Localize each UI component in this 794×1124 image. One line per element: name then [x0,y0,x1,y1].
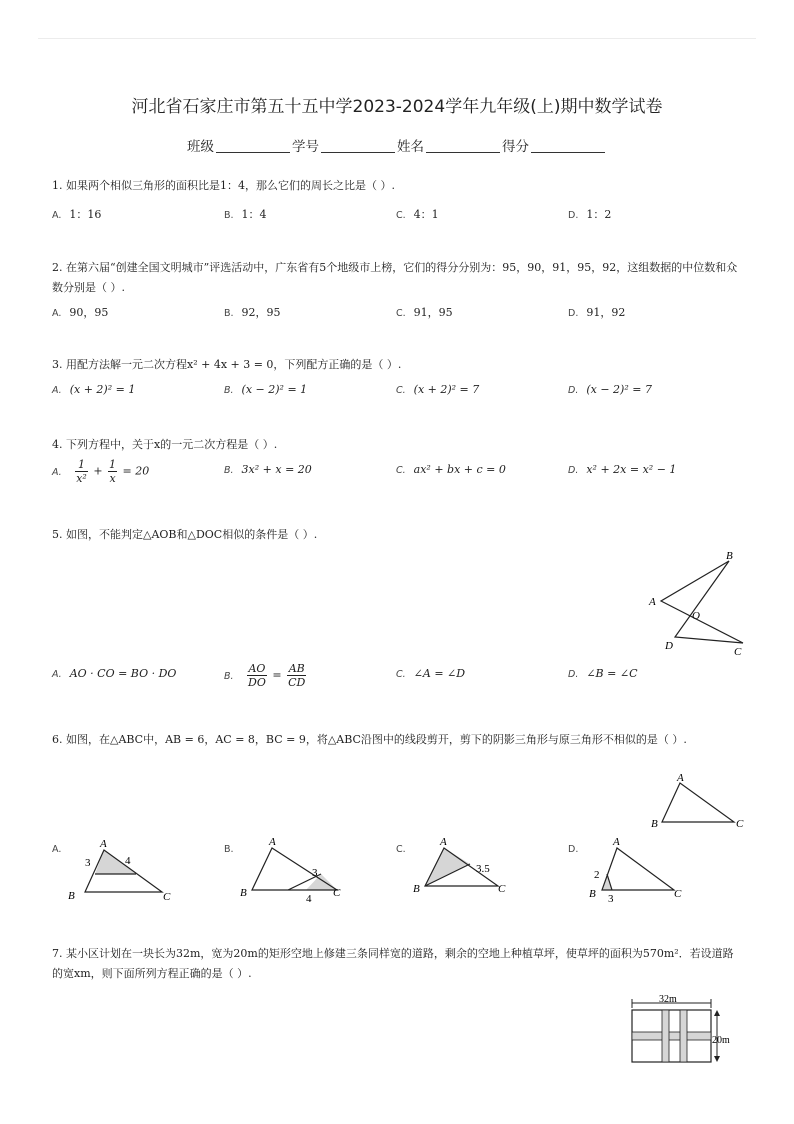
fraction-1-over-x [108,458,117,485]
question-6-stem: 6. 如图，在△ABC中，AB = 6，AC = 8，BC = 9，将△ABC沿图中的线段剪开，剪下的阴影三角形与原三角形不相似的是（ ）. [52,733,687,746]
option-letter: A. [52,669,62,680]
question-1-stem: 1. 如果两个相似三角形的面积比是1：4，那么它们的周长之比是（ ）. [52,179,395,192]
q6-main-triangle [662,783,734,822]
label-a: A [440,836,447,848]
option-text: 91，92 [586,306,626,319]
option-text: AO · CO = BO · DO [69,667,177,680]
label-c: C [498,883,506,895]
q1-option-b[interactable] [224,206,267,222]
q4-option-b[interactable] [224,463,312,476]
option-text: (x + 2)² = 1 [69,383,136,396]
option-letter: B. [224,210,234,221]
numerator: 1 [109,458,117,471]
option-letter: D. [568,308,579,319]
q5-label-b: B [726,550,733,562]
option-letter: C. [396,844,406,855]
label-3: 3 [312,867,318,879]
student-info-line [0,135,794,155]
header-divider [38,38,756,39]
plus-sign: + [93,464,103,478]
name-blank[interactable] [426,140,500,153]
option-letter: A. [52,210,62,221]
q4-option-a[interactable] [52,458,149,485]
q5-label-d: D [665,640,673,652]
label-4: 4 [125,855,131,867]
score-label: 得分 [502,139,529,155]
option-letter: A. [52,385,62,396]
option-letter: B. [224,385,234,396]
label-4: 4 [306,893,312,905]
height-arrow-bottom [714,1056,720,1062]
height-label: 20m [712,1035,730,1046]
label-2: 2 [594,869,600,881]
option-text: 1：2 [586,208,612,221]
numerator: AO [248,662,266,675]
option-letter: C. [396,210,406,221]
q6-option-b-figure[interactable] [236,834,348,906]
width-label: 32m [659,994,677,1005]
q1-option-a[interactable] [52,206,101,222]
option-text: 91，95 [413,306,453,319]
label-b: B [589,888,596,900]
q6-option-d-figure[interactable] [582,834,694,906]
option-letter: C. [396,465,406,476]
q6-label-b: B [651,818,658,830]
question-3-stem: 3. 用配方法解一元二次方程x² + 4x + 3 = 0，下列配方正确的是（ ）. [52,358,402,371]
question-2-stem: 2. 在第六届“创建全国文明城市”评选活动中，广东省有5个地级市上榜，它们的得分分别为：95，90，91，95，92，这组数据的中位数和众数分别是（ ）. [52,261,738,294]
option-letter: D. [568,844,579,855]
label-c: C [333,887,341,899]
q5-option-d[interactable] [568,667,638,680]
q6-main-figure [646,770,748,832]
q3-option-c[interactable] [396,383,479,396]
name-label: 姓名 [397,139,424,155]
q4-option-c[interactable] [396,463,506,476]
option-text: 3x² + x = 20 [241,463,312,476]
option-letter: B. [224,670,234,682]
option-text: 92，95 [241,306,281,319]
class-blank[interactable] [216,140,290,153]
q6-option-a-figure[interactable] [62,834,182,906]
option-letter: B. [224,844,234,855]
q5-option-b[interactable] [224,662,308,689]
horizontal-road [632,1032,711,1040]
option-text: (x + 2)² = 7 [413,383,480,396]
q5-label-o: O [692,610,700,622]
page-title: 河北省石家庄市第五十五中学2023-2024学年九年级(上)期中数学试卷 [131,97,663,117]
label-3: 3 [608,893,614,905]
numerator: AB [288,662,305,675]
question-4-stem: 4. 下列方程中，关于x的一元二次方程是（ ）. [52,438,278,451]
q2-option-a[interactable] [52,304,108,320]
fraction-1-over-x-squared [75,458,88,485]
q5-label-c: C [734,646,742,657]
q6-option-c-figure[interactable] [410,834,522,906]
class-label: 班级 [187,139,214,155]
option-letter: D. [568,385,579,396]
q4-option-d[interactable] [568,463,676,476]
option-letter: B. [224,308,234,319]
q1-option-c[interactable] [396,206,439,222]
label-c: C [163,891,171,903]
option-letter: D. [568,210,579,221]
height-arrow-top [714,1010,720,1016]
q2-option-c[interactable] [396,304,453,320]
option-text: ∠B = ∠C [586,667,638,680]
option-text: 90，95 [69,306,109,319]
option-text: x² + 2x = x² − 1 [586,463,677,476]
label-a: A [613,836,620,848]
fraction-ao-over-do [247,662,267,689]
option-text: ax² + bx + c = 0 [413,463,506,476]
option-text: ∠A = ∠D [413,667,466,680]
label-a: A [100,838,107,850]
denominator: DO [248,676,266,689]
option-letter: C. [396,385,406,396]
label-c: C [674,888,682,900]
option-letter: C. [396,308,406,319]
option-text: 4：1 [413,208,439,221]
option-letter: B. [224,465,234,476]
option-letter: C. [396,669,406,680]
label-b: B [68,890,75,902]
option-letter: D. [568,669,579,680]
option-text: (x − 2)² = 7 [586,383,652,396]
q7-figure [624,994,744,1072]
q5-label-a: A [649,596,656,608]
question-7-stem: 7. 某小区计划在一块长为32m，宽为20m的矩形空地上修建三条同样宽的道路，剩余的空地上种植草坪，使草坪的面积为570m²．若设道路的宽xm，则下面所列方程正确的是（ ）. [52,947,734,980]
outer-triangle [602,848,674,890]
q5-option-c[interactable] [396,667,465,680]
equals-sign: = [272,668,282,682]
denominator: CD [288,676,306,689]
label-b: B [413,883,420,895]
option-letter: D. [568,465,579,476]
question-5-stem: 5. 如图，不能判定△AOB和△DOC相似的条件是（ ）. [52,528,318,541]
label-a: A [269,836,276,848]
q3-option-a[interactable] [52,383,135,396]
q6-label-c: C [736,818,744,830]
fraction-ab-over-cd [287,662,306,689]
denominator: x² [76,472,87,485]
equation-rest: = 20 [122,464,150,478]
q5-option-a[interactable] [52,667,176,680]
q5-figure [640,545,750,657]
option-letter: A. [52,844,62,855]
option-letter: A. [52,308,62,319]
option-text: (x − 2)² = 1 [241,383,308,396]
q2-option-b[interactable] [224,304,281,320]
label-b: B [240,887,247,899]
number-label: 学号 [292,139,319,155]
score-blank[interactable] [531,140,605,153]
number-blank[interactable] [321,140,395,153]
q6-label-a: A [677,772,684,784]
q3-option-b[interactable] [224,383,307,396]
q1-option-d[interactable] [568,206,611,222]
option-letter: A. [52,466,62,478]
denominator: x [109,472,116,485]
numerator: 1 [75,458,88,472]
label-3: 3 [85,857,91,869]
option-text: 1：16 [69,208,102,221]
vertical-road-1 [662,1010,669,1062]
option-text: 1：4 [241,208,267,221]
q2-option-d[interactable] [568,304,625,320]
q3-option-d[interactable] [568,383,652,396]
label-3-5: 3.5 [476,863,490,875]
vertical-road-2 [680,1010,687,1062]
q5-lines-a [661,561,743,643]
